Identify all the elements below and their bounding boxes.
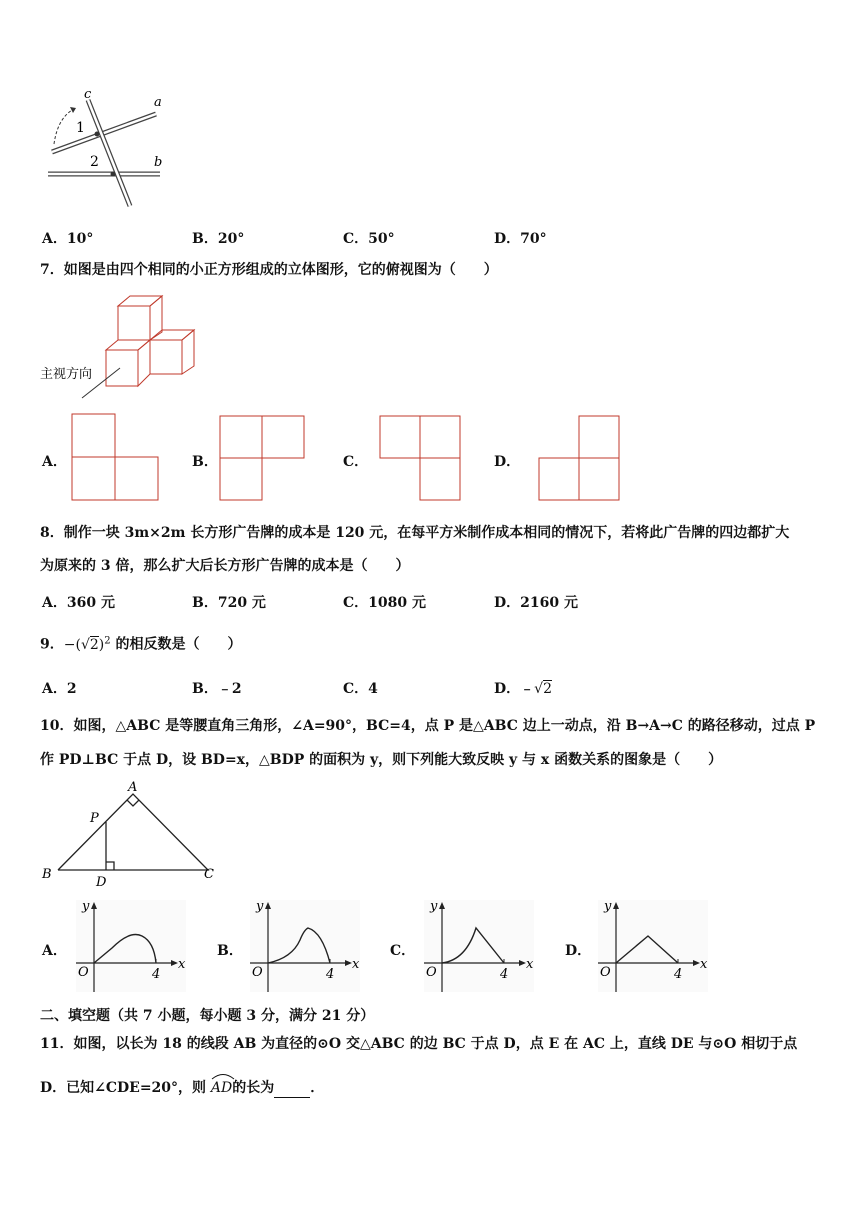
q7-option-a: A． [42,454,67,470]
arc-ad [211,1074,232,1098]
q9-option-c: C．4 [343,681,378,697]
q7-option-a-view [72,414,162,504]
q11-stem-line1: 11．如图，以长为 18 的线段 AB 为直径的⊙O 交△ABC 的边 BC 于点 D，点 E 在 AC 上，直线 DE 与⊙O 相切于点 [40,1036,798,1052]
q10-option-a: A． [42,943,67,959]
q9-number: 9． [40,636,64,653]
q10-graph-b [246,896,366,996]
tick-label-4: 4 [152,967,161,982]
q8-option-a: A．360 元 [42,595,115,611]
q10-graph-c [420,896,540,996]
sqrt-symbol: √ [80,636,90,653]
q10-stem-line2: 作 PD⊥BC 于点 D，设 BD=x，△BDP 的面积为 y，则下列能大致反映 y 与 x 函数关系的图象是（ ） [40,752,723,768]
q7-option-c: C． [343,454,369,470]
x-label: x [352,957,360,972]
q7-cube-figure [36,292,206,402]
q11-stem-line2 [40,1074,324,1098]
vertex-c: C [204,867,214,882]
point-p: P [90,811,99,826]
q7-option-b-view [220,416,310,506]
q6-option-c: C．50° [343,231,395,247]
graph-background [424,900,534,992]
q9-stem-rest: 的相反数是（ ） [115,636,242,653]
q6-option-b: B．20° [192,231,245,247]
sqrt-symbol: √ [534,681,544,697]
graph-background [598,900,708,992]
section-heading: 二、填空题（共 7 小题，每小题 3 分，满分 21 分） [40,1008,375,1024]
q8-option-d: D．2160 元 [494,595,578,611]
label-a: a [154,95,162,110]
x-label: x [526,957,534,972]
q10-graph-d [594,896,714,996]
q8-stem-line2: 为原来的 3 倍，那么扩大后长方形广告牌的成本是（ ） [40,558,410,574]
q9-expression [64,637,111,653]
q10-triangle-figure [38,780,223,888]
y-label: y [82,899,90,914]
vertex-a: A [128,780,138,795]
y-label: y [604,899,612,914]
q11-line2-suffix: 的长为 [232,1080,275,1096]
q8-option-c: C．1080 元 [343,595,426,611]
q11-line2-end: ． [310,1080,325,1096]
q9-option-d-radicand: 2 [543,681,552,697]
angle-2-label: 2 [90,154,99,170]
direction-label: 主视方向 [40,367,93,382]
origin-label: O [600,965,611,980]
q6-option-d: D．70° [494,231,547,247]
tick-label-4: 4 [500,967,509,982]
q10-option-d: D． [565,943,592,959]
arc-ad-label: AD [210,1080,233,1096]
y-label: y [256,899,264,914]
label-b: b [154,155,163,170]
q7-option-d: D． [494,454,521,470]
q9-expr-prefix: −( [63,636,81,653]
tick-label-4: 4 [326,967,335,982]
point-d: D [96,875,107,890]
q9-radicand: 2 [89,636,99,653]
graph-background [250,900,360,992]
x-label: x [178,957,186,972]
q8-stem-line1: 8．制作一块 3m×2m 长方形广告牌的成本是 120 元，在每平方米制作成本相同的情况下，若将此广告牌的四边都扩大 [40,525,790,541]
q9-exponent: 2 [104,635,111,646]
q9-option-d-label: D．﹣ [494,681,535,697]
q7-stem: 7．如图是由四个相同的小正方形组成的立体图形，它的俯视图为（ ） [40,262,498,278]
q7-option-c-view [380,416,470,506]
q6-option-a: A．10° [42,231,94,247]
tick-label-4: 4 [674,967,683,982]
q11-line2-prefix: D．已知∠CDE=20°，则 [40,1080,207,1096]
q10-stem-line1: 10．如图，△ABC 是等腰直角三角形，∠A=90°，BC=4，点 P 是△ABC 边上一动点，沿 B→A→C 的路径移动，过点 P [40,718,816,734]
answer-blank[interactable] [274,1083,310,1098]
q10-option-c: C． [390,943,416,959]
q9-option-d [494,678,552,698]
q7-option-d-view [539,416,629,506]
q8-option-b: B．720 元 [192,595,266,611]
origin-label: O [426,965,437,980]
label-c: c [84,87,92,102]
q9-option-b: B．﹣2 [192,681,242,697]
y-label: y [430,899,438,914]
q10-option-b: B． [217,943,243,959]
q6-parallel-lines-figure [40,88,180,213]
angle-1-label: 1 [76,120,85,136]
vertex-b: B [42,867,52,882]
q9-expr-suffix: ) [98,636,105,653]
graph-background [76,900,186,992]
q9-option-a: A．2 [42,681,77,697]
q10-graph-a [72,896,192,996]
q9-stem [40,631,242,655]
q7-option-b: B． [192,454,218,470]
origin-label: O [78,965,89,980]
origin-label: O [252,965,263,980]
x-label: x [700,957,708,972]
